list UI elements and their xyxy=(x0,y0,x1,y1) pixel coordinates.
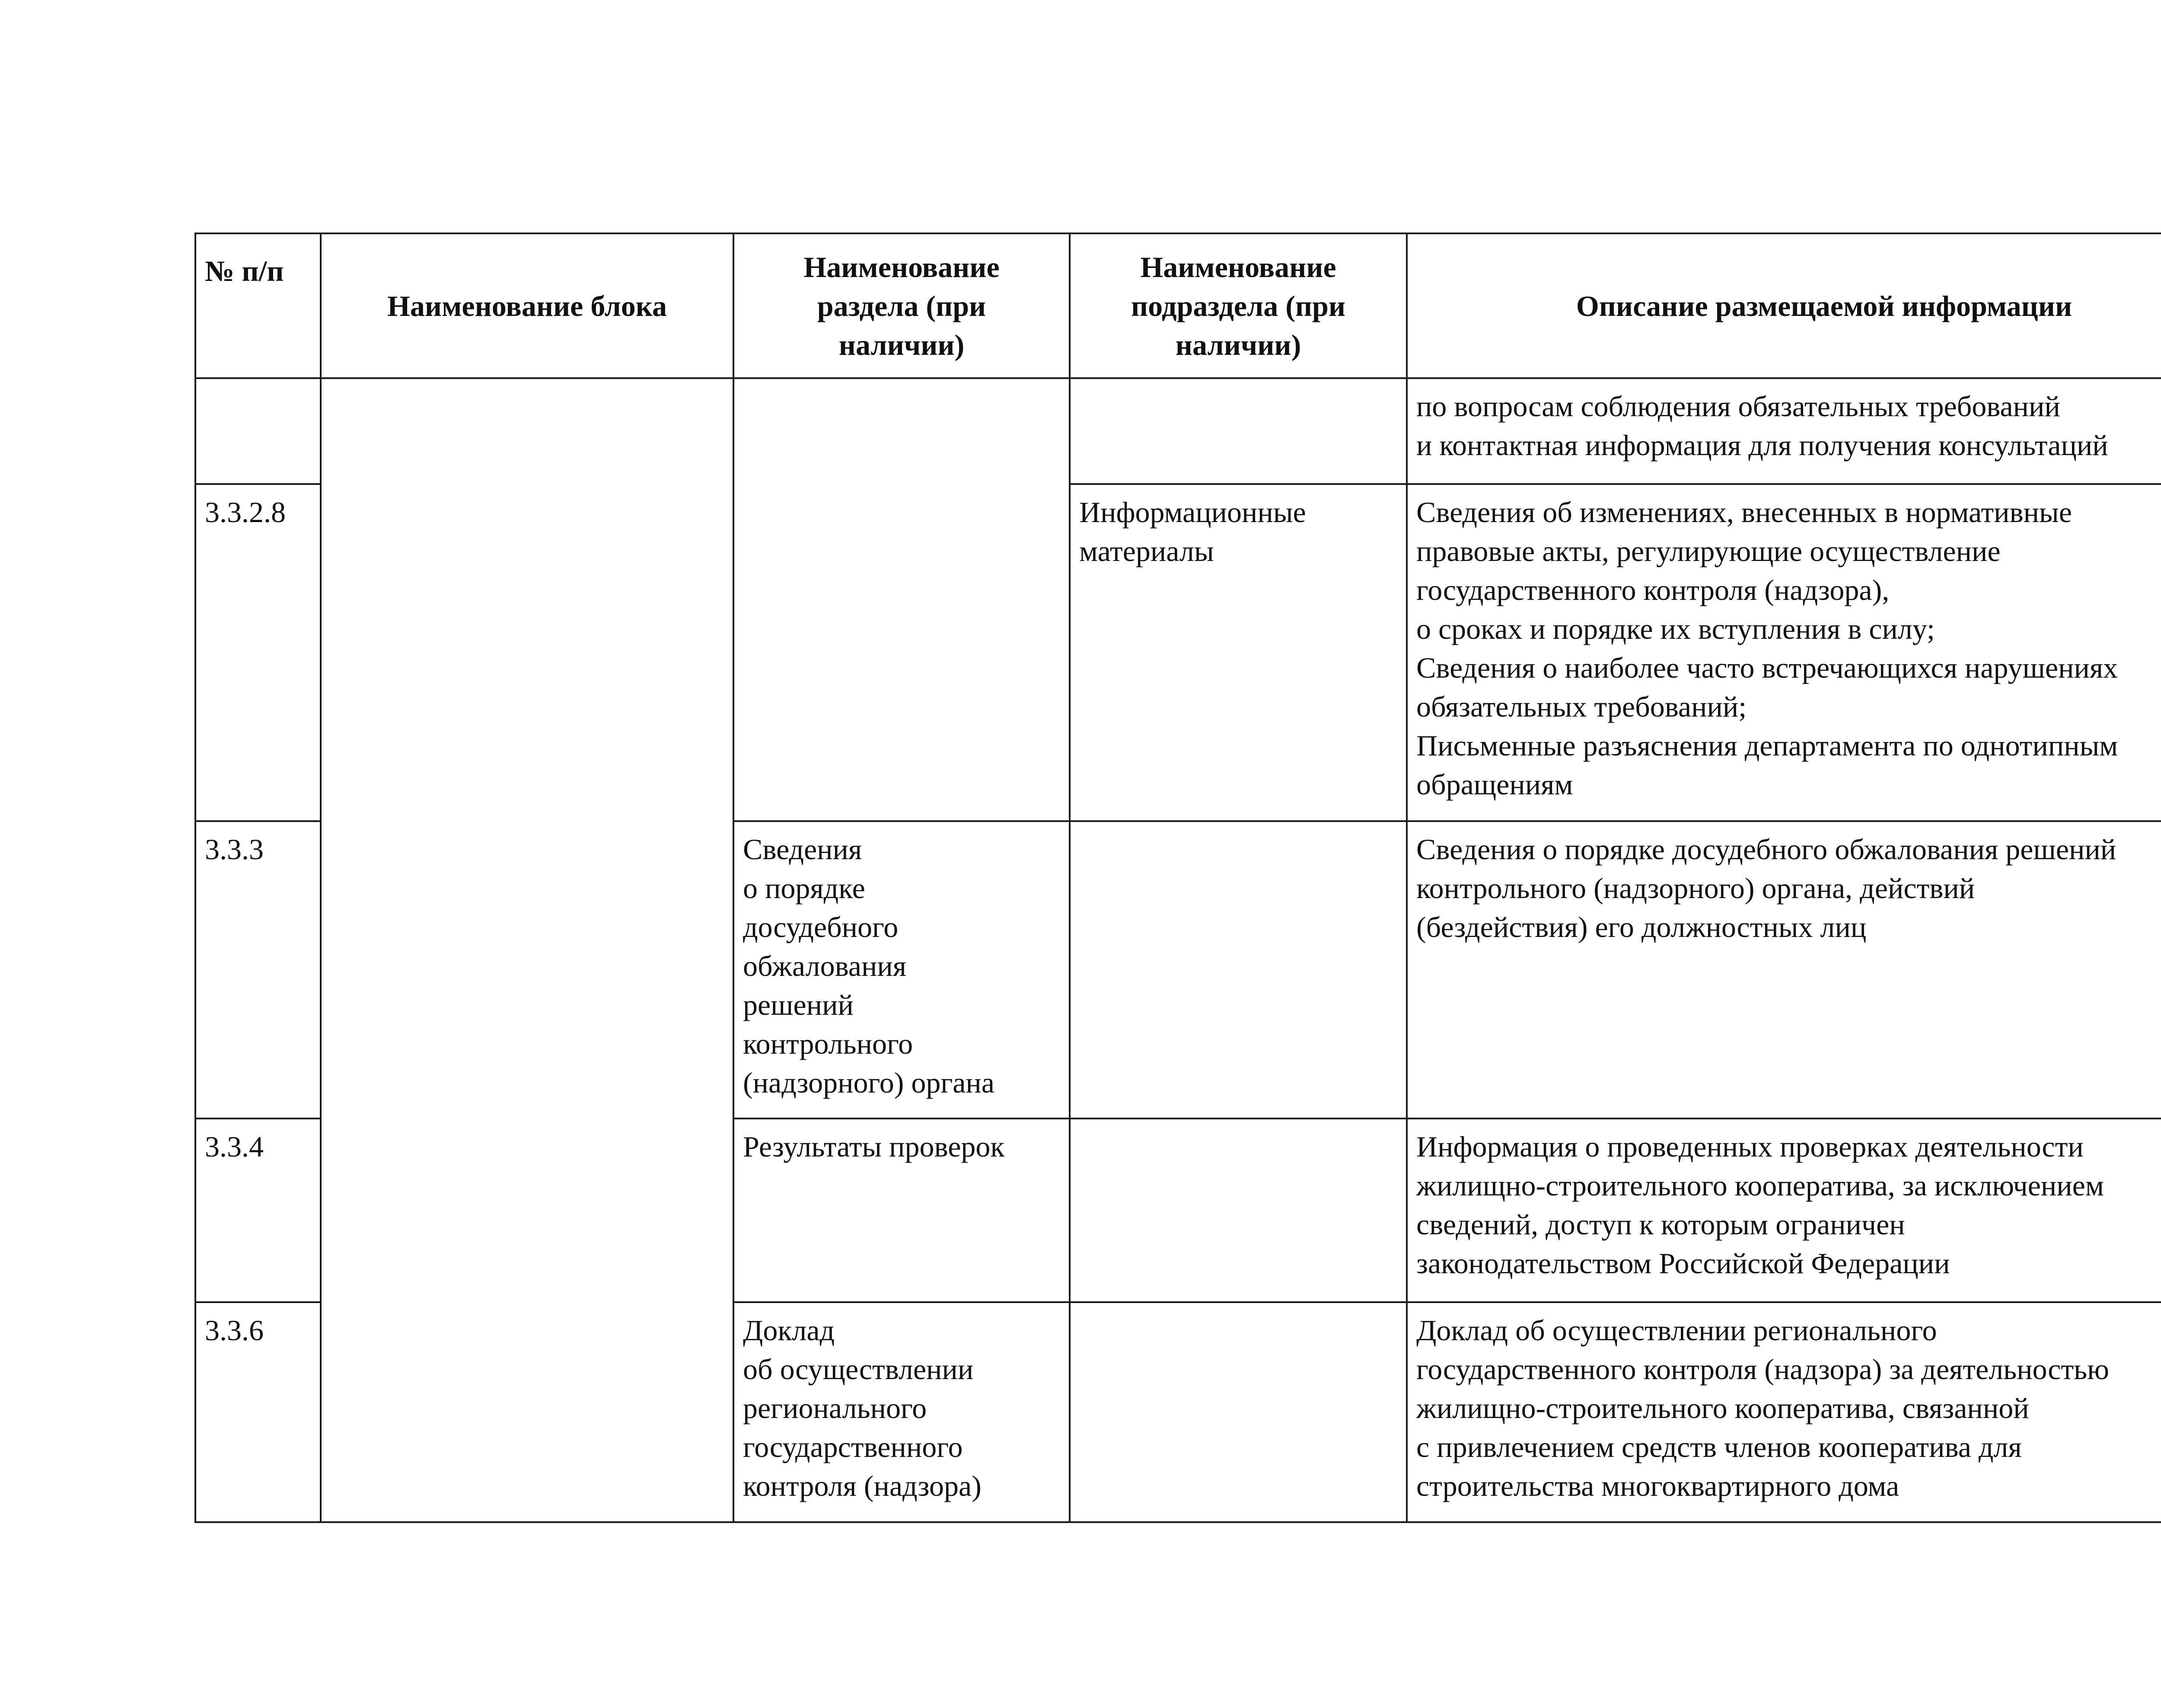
header-description: Описание размещаемой информации xyxy=(1407,233,2161,378)
row-number: 3.3.4 xyxy=(195,1118,321,1302)
row-number: 3.3.6 xyxy=(195,1302,321,1522)
document-table xyxy=(194,233,2161,1523)
section-cell xyxy=(733,378,1070,821)
header-section: Наименование раздела (при наличии) xyxy=(733,233,1070,378)
row-number: 3.3.2.8 xyxy=(195,484,321,821)
header-number: № п/п xyxy=(195,233,321,378)
description-cell: Сведения об изменениях, внесенных в нормативные правовые акты, регулирующие осуществление государственного контроля (надзора), о сроках и порядке их вступления в силу; Сведения о наиболее часто встречающихся нарушениях обязательных требований; Письменные разъяснения департамента по однотипным обращениям xyxy=(1407,484,2161,821)
header-row xyxy=(195,233,2161,378)
description-cell: Сведения о порядке досудебного обжалования решений контрольного (надзорного) органа, действий (бездействия) его должностных лиц xyxy=(1407,821,2161,1118)
section-cell: Сведения о порядке досудебного обжалования решений контрольного (надзорного) органа xyxy=(733,821,1070,1118)
header-block: Наименование блока xyxy=(321,233,733,378)
description-cell: Информация о проведенных проверках деятельности жилищно-строительного кооператива, за исключением сведений, доступ к которым ограничен законодательством Российской Федерации xyxy=(1407,1118,2161,1302)
row-number: 3.3.3 xyxy=(195,821,321,1118)
subsection-cell xyxy=(1070,378,1407,484)
row-number xyxy=(195,378,321,484)
description-cell: Доклад об осуществлении регионального государственного контроля (надзора) за деятельностью жилищно-строительного кооператива, связанной с привлечением средств членов кооператива для строительства многоквартирного дома xyxy=(1407,1302,2161,1522)
subsection-cell xyxy=(1070,1302,1407,1522)
subsection-cell xyxy=(1070,1118,1407,1302)
header-subsection: Наименование подраздела (при наличии) xyxy=(1070,233,1407,378)
table-row xyxy=(195,378,2161,484)
description-cell: по вопросам соблюдения обязательных требований и контактная информация для получения консультаций xyxy=(1407,378,2161,484)
subsection-cell: Информационные материалы xyxy=(1070,484,1407,821)
subsection-cell xyxy=(1070,821,1407,1118)
section-cell: Результаты проверок xyxy=(733,1118,1070,1302)
section-cell: Доклад об осуществлении регионального государственного контроля (надзора) xyxy=(733,1302,1070,1522)
block-cell xyxy=(321,378,733,1522)
